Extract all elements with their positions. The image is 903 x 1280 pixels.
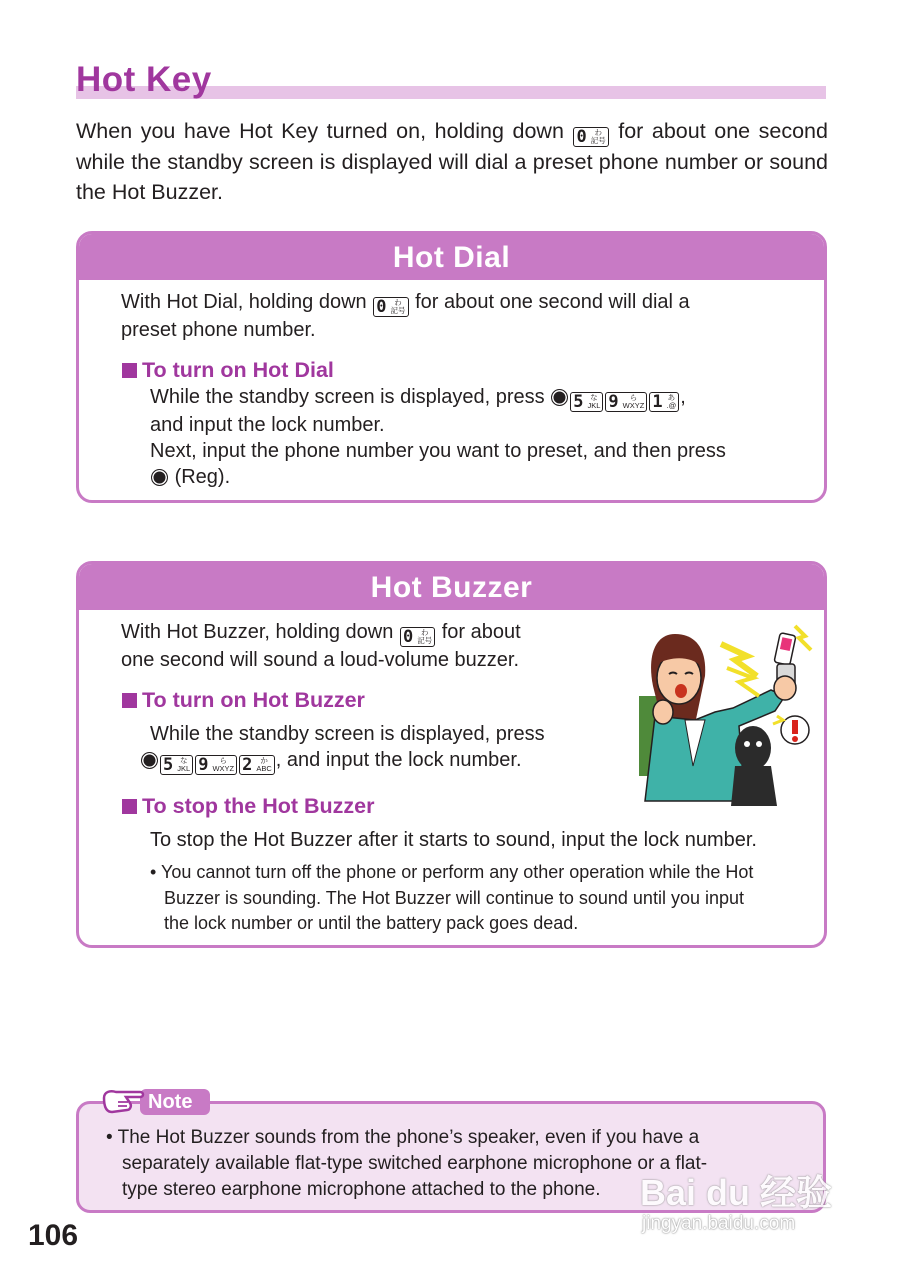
baidu-watermark-logo: Bai du 经验 bbox=[640, 1172, 833, 1213]
square-bullet-icon bbox=[122, 693, 137, 708]
bullet-dot: • bbox=[150, 862, 157, 882]
hot-buzzer-description: With Hot Buzzer, holding down 0 わ 記号 for about one second will sound a loud-volume buzzer. bbox=[121, 621, 521, 671]
hot-buzzer-bullet: • You cannot turn off the phone or perform any other operation while the Hot Buzzer is sounding. The Hot Buzzer will continue to sound until you input the lock number or until the battery pack goes dead. bbox=[150, 862, 754, 933]
note-text: • The Hot Buzzer sounds from the phone’s speaker, even if you have a separately available flat-type switched earphone microphone or a flat- type stereo earphone microphone attached to the phone. bbox=[106, 1127, 708, 1200]
center-key-icon bbox=[141, 752, 158, 769]
key-0-icon: 0 わ 記号 bbox=[400, 627, 435, 647]
hot-buzzer-on-steps: While the standby screen is displayed, press 5 な JKL 9 ら WXYZ 2 か ABC , and input the lock number. bbox=[150, 721, 630, 775]
hot-dial-steps: While the standby screen is displayed, press 5 な JKL 9 ら WXYZ 1 あ .@ , and input the lock number. Next, input the phone number you want to preset, and then press (Reg). bbox=[150, 386, 726, 488]
hot-buzzer-box bbox=[76, 561, 827, 948]
intro-text-after: for about one second while the standby screen is displayed will dial a preset phone number or sound the Hot Buzzer. bbox=[76, 119, 828, 204]
key-5-icon: 5 な JKL bbox=[160, 755, 193, 775]
key-1-icon: 1 あ .@ bbox=[649, 392, 679, 412]
intro-paragraph bbox=[76, 116, 828, 207]
key-9-icon: 9 ら WXYZ bbox=[605, 392, 647, 412]
center-key-icon bbox=[151, 469, 168, 486]
hot-buzzer-on-subheading: To turn on Hot Buzzer bbox=[122, 688, 365, 713]
buzzer-illustration bbox=[635, 616, 815, 806]
pointing-hand-icon bbox=[100, 1084, 146, 1118]
square-bullet-icon bbox=[122, 363, 137, 378]
note-label: Note bbox=[140, 1089, 210, 1115]
hot-buzzer-stop-subheading: To stop the Hot Buzzer bbox=[122, 794, 375, 819]
hot-dial-heading: Hot Dial bbox=[79, 234, 824, 280]
hot-buzzer-heading: Hot Buzzer bbox=[79, 564, 824, 610]
hot-dial-box bbox=[76, 231, 827, 503]
bullet-dot: • bbox=[106, 1127, 113, 1148]
key-0-icon: 0 わ 記号 bbox=[573, 127, 608, 147]
key-5-icon: 5 な JKL bbox=[570, 392, 603, 412]
hot-dial-subheading: To turn on Hot Dial bbox=[122, 358, 334, 383]
page-number: 106 bbox=[28, 1219, 79, 1252]
key-2-icon: 2 か ABC bbox=[239, 755, 275, 775]
hot-buzzer-stop-text: To stop the Hot Buzzer after it starts to sound, input the lock number. bbox=[150, 829, 757, 851]
hot-dial-description: With Hot Dial, holding down 0 わ 記号 for about one second will dial a preset phone number. bbox=[121, 291, 690, 341]
square-bullet-icon bbox=[122, 799, 137, 814]
baidu-watermark-url: jingyan.baidu.com bbox=[642, 1213, 796, 1234]
page-title: Hot Key bbox=[76, 60, 212, 99]
center-key-icon bbox=[551, 389, 568, 406]
intro-text-before: When you have Hot Key turned on, holding down bbox=[76, 119, 564, 143]
key-0-icon: 0 わ 記号 bbox=[373, 297, 408, 317]
key-9-icon: 9 ら WXYZ bbox=[195, 755, 237, 775]
